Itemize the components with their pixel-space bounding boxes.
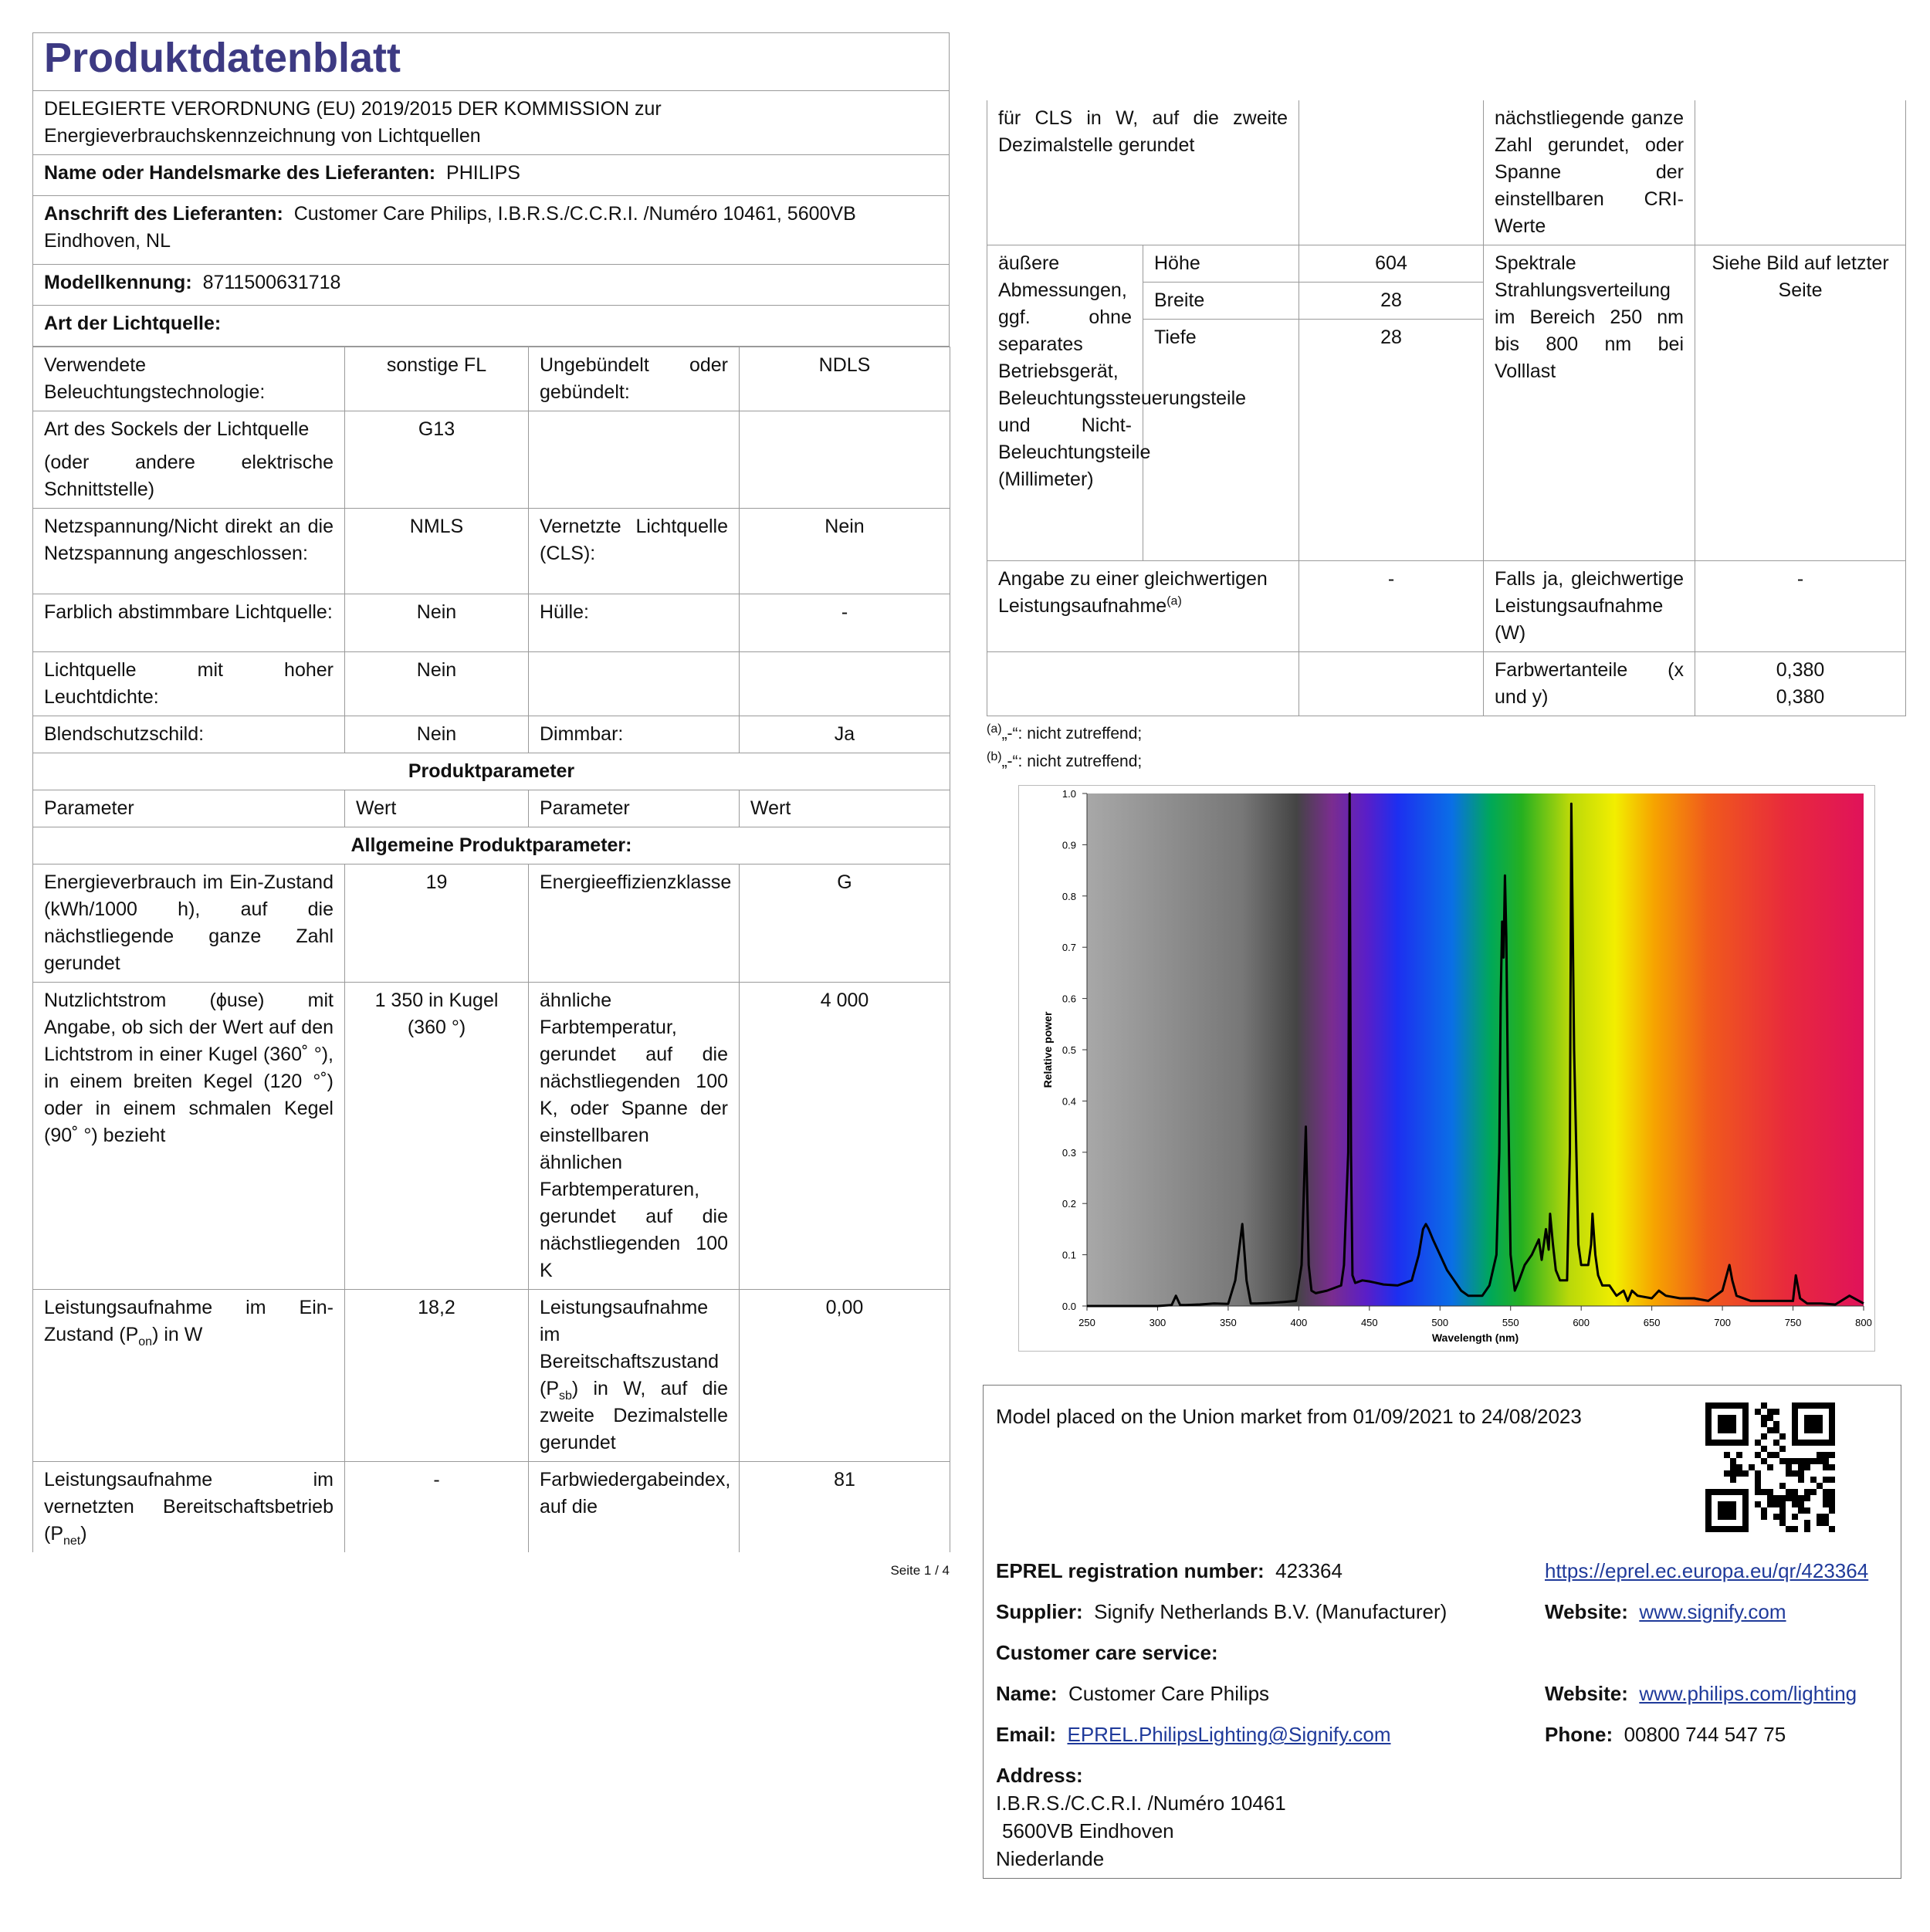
name-label: Name: [996,1682,1058,1705]
x-tick-label: 800 [1855,1317,1872,1328]
y-tick-label: 0.7 [1062,942,1076,954]
address-line-3: Niederlande [996,1847,1105,1870]
website-label: Website: [1545,1600,1628,1623]
empty-cell [987,652,1299,716]
x-tick-label: 350 [1220,1317,1237,1328]
email-row [996,1721,1390,1748]
y-tick-label: 0.8 [1062,890,1076,902]
high-lum-value: Nein [345,652,529,716]
socket-label-2: (oder andere elektrische Schnittstelle) [44,452,334,500]
col-header-value-2: Wert [740,790,950,827]
width-value: 28 [1299,283,1484,320]
model-label: Modellkennung: [44,272,192,293]
class-label: Energieeffizienzklasse [529,864,740,983]
qr-code-icon[interactable] [1705,1402,1835,1532]
dimensions-label: äußere Abmessungen, ggf. ohne separates Betriebsgerät, Beleuchtungssteuerungsteile und Nicht-Beleuchtungsteile (Millimeter) [987,245,1143,561]
spectrum-svg [1019,786,1874,1351]
cls-label: Vernetzte Lichtquelle (CLS): [529,509,740,594]
website-link[interactable]: www.signify.com [1639,1600,1786,1623]
spectrum-background [1087,793,1864,1306]
eprel-link[interactable]: https://eprel.ec.europa.eu/qr/423364 [1545,1559,1869,1582]
col-header-param: Parameter [33,790,345,827]
energy-value: 19 [345,864,529,983]
cct-value: 4 000 [740,983,950,1290]
header-table [32,32,950,347]
y-tick-label: 0.4 [1062,1095,1076,1108]
pon-label: Leistungsaufnahme im Ein-Zustand $(P_{on})$ in W [33,1290,345,1462]
footnote-b: $^{(b)}$„-“: nicht zutreffend; [987,750,1143,770]
x-tick-label: 400 [1290,1317,1308,1328]
x-tick-label: 450 [1360,1317,1378,1328]
footnote-a: $^{(a)}$„-“: nicht zutreffend; [987,722,1143,743]
name-row [996,1680,1269,1707]
tunable-label: Farblich abstimmbare Lichtquelle: [33,594,345,652]
y-tick-label: 0.2 [1062,1198,1076,1210]
dim-label: Dimmbar: [529,716,740,753]
height-label: Höhe [1143,245,1299,283]
email-link[interactable]: EPREL.PhilipsLighting@Signify.com [1067,1723,1391,1746]
pnet-label: Leistungsaufnahme im vernetzten Bereitschaftsbetrieb $(P_{net})$ [33,1462,345,1553]
flux-label: Nutzlichtstrom (ϕuse) mit Angabe, ob sich der Wert auf den Lichtstrom in einer Kugel (360˚ °), in einem breiten Kegel (120 °˚) oder in einem schmalen Kegel (90˚ °) bezieht [33,983,345,1290]
type-row [33,306,950,347]
address-line-1: I.B.R.S./C.C.R.I. /Numéro 10461 [996,1792,1286,1815]
phone-row [1545,1721,1786,1748]
envelope-value: - [740,594,950,652]
pon-value: 18,2 [345,1290,529,1462]
y-tick-label: 0.3 [1062,1146,1076,1159]
empty-cell [1299,652,1484,716]
care-label: Customer care service: [996,1641,1218,1664]
phone-label: Phone: [1545,1723,1613,1746]
y-tick-label: 1.0 [1062,788,1076,800]
mains-label: Netzspannung/Nicht direkt an die Netzspannung angeschlossen: [33,509,345,594]
socket-value: G13 [345,411,529,509]
y-tick-label: 0.6 [1062,993,1076,1005]
address-label: Address: [996,1764,1083,1787]
website2-label: Website: [1545,1682,1628,1705]
cls-value: Nein [740,509,950,594]
model-value: 8711500631718 [202,272,341,293]
envelope-label: Hülle: [529,594,740,652]
email-label: Email: [996,1723,1057,1746]
cct-label: ähnliche Farbtemperatur, gerundet auf die nächstliegenden 100 K, oder Spanne der einstellbaren ähnlichen Farbtemperaturen, gerundet auf die nächstliegenden 100 K [529,983,740,1290]
energy-label: Energieverbrauch im Ein-Zustand (kWh/1000 h), auf die nächstliegende ganze Zahl gerundet [33,864,345,983]
address-value: Customer Care Philips, I.B.R.S./C.C.R.I. /Numéro 10461, 5600VB Eindhoven, NL [44,203,856,252]
eprel-row [996,1557,1343,1585]
eprel-value: 423364 [1275,1559,1343,1582]
bundle-value: NDLS [740,347,950,411]
width-label: Breite [1143,283,1299,320]
height-value: 604 [1299,245,1484,283]
chroma-values [1695,652,1906,716]
eprel-label: EPREL registration number: [996,1559,1265,1582]
address-label: Anschrift des Lieferanten: [44,203,283,225]
ifyes-value: - [1695,561,1906,652]
address-block [996,1761,1286,1873]
empty-cell [529,411,740,509]
page-title: Produktdatenblatt [44,35,401,81]
equiv-value: - [1299,561,1484,652]
psb-value: 0,00 [740,1290,950,1462]
supplier-row [33,155,950,196]
x-tick-label: 600 [1573,1317,1590,1328]
high-lum-label: Lichtquelle mit hoher Leuchtdichte: [33,652,345,716]
depth-value: 28 [1299,320,1484,561]
left-datasheet [32,32,950,1578]
pnet-value: - [345,1462,529,1553]
supplier-label: Name oder Handelsmarke des Lieferanten: [44,162,436,184]
right-datasheet [987,100,1905,773]
x-axis-label: Wavelength (nm) [1431,1331,1519,1344]
spd-label: Spektrale Strahlungsverteilung im Bereich 250 nm bis 800 nm bei Volllast [1484,245,1695,561]
tunable-value: Nein [345,594,529,652]
y-tick-label: 0.9 [1062,839,1076,851]
socket-cell [33,411,345,509]
y-tick-label: 0.0 [1062,1301,1076,1312]
website-row [1545,1598,1786,1626]
class-value: G [740,864,950,983]
model-row [33,265,950,306]
y-tick-label: 0.1 [1062,1249,1076,1261]
empty-cell [1299,100,1484,245]
ifyes-label: Falls ja, gleichwertige Leistungsaufnahme (W) [1484,561,1695,652]
market-text: Model placed on the Union market from 01/09/2021 to 24/08/2023 [996,1405,1582,1428]
website2-row [1545,1680,1857,1707]
regulation-text: DELEGIERTE VERORDNUNG (EU) 2019/2015 DER KOMMISSION zur Energieverbrauchskennzeichnung von Lichtquellen [33,91,950,155]
col-header-param-2: Parameter [529,790,740,827]
empty-cell [1695,100,1906,245]
care-label-row [996,1639,1218,1666]
type-label: Art der Lichtquelle: [44,313,222,334]
shield-label: Blendschutzschild: [33,716,345,753]
x-tick-label: 750 [1784,1317,1802,1328]
spectrum-chart [1018,785,1875,1352]
bundle-label: Ungebündelt oder gebündelt: [529,347,740,411]
name-value: Customer Care Philips [1068,1682,1270,1705]
supplier-row [996,1598,1447,1626]
section-product-params: Produktparameter [33,753,950,790]
section-general-params: Allgemeine Produktparameter: [33,827,950,864]
chroma-y: 0,380 [1776,686,1825,708]
x-tick-label: 300 [1149,1317,1166,1328]
parameters-table [32,347,950,1552]
shield-value: Nein [345,716,529,753]
title-cell [33,33,950,91]
x-tick-label: 650 [1643,1317,1661,1328]
x-tick-label: 250 [1078,1317,1095,1328]
tech-label: Verwendete Beleuchtungstechnologie: [33,347,345,411]
cri-value: 81 [740,1462,950,1553]
right-table [987,100,1906,716]
y-tick-label: 0.5 [1062,1044,1076,1056]
cri-cont: nächstliegende ganze Zahl gerundet, oder Spanne der einstellbaren CRI-Werte [1484,100,1695,245]
dim-value: Ja [740,716,950,753]
x-tick-label: 500 [1431,1317,1449,1328]
empty-cell [740,411,950,509]
cls-standby-cont: für CLS in W, auf die zweite Dezimalstelle gerundet [987,100,1299,245]
address-line-2: 5600VB Eindhoven [1002,1819,1174,1842]
page-number: Seite 1 / 4 [890,1563,950,1578]
supplier-value: Signify Netherlands B.V. (Manufacturer) [1094,1600,1448,1623]
website2-link[interactable]: www.philips.com/lighting [1639,1682,1857,1705]
spd-value: Siehe Bild auf letzter Seite [1695,245,1906,561]
empty-cell [740,652,950,716]
chroma-x: 0,380 [1776,659,1825,681]
supplier-label: Supplier: [996,1600,1083,1623]
chroma-label: Farbwertanteile (x und y) [1484,652,1695,716]
socket-label: Art des Sockels der Lichtquelle [44,418,310,440]
phone-value: 00800 744 547 75 [1624,1723,1786,1746]
empty-cell [529,652,740,716]
tech-value: sonstige FL [345,347,529,411]
flux-value: 1 350 in Kugel (360 °) [345,983,529,1290]
psb-label: Leistungsaufnahme im Bereitschaftszustand $(P_{sb})$ in W, auf die zweite Dezimalstelle gerundet [529,1290,740,1462]
col-header-value: Wert [345,790,529,827]
equiv-label: Angabe zu einer gleichwertigen Leistungsaufnahme$^{(a)}$ [987,561,1299,652]
info-box [983,1385,1901,1879]
depth-label: Tiefe [1143,320,1299,561]
y-axis-label: Relative power [1041,1011,1054,1088]
cri-label: Farbwiedergabeindex, auf die [529,1462,740,1553]
address-row [33,196,950,265]
supplier-value: PHILIPS [446,162,520,184]
mains-value: NMLS [345,509,529,594]
x-tick-label: 550 [1502,1317,1519,1328]
x-tick-label: 700 [1714,1317,1731,1328]
